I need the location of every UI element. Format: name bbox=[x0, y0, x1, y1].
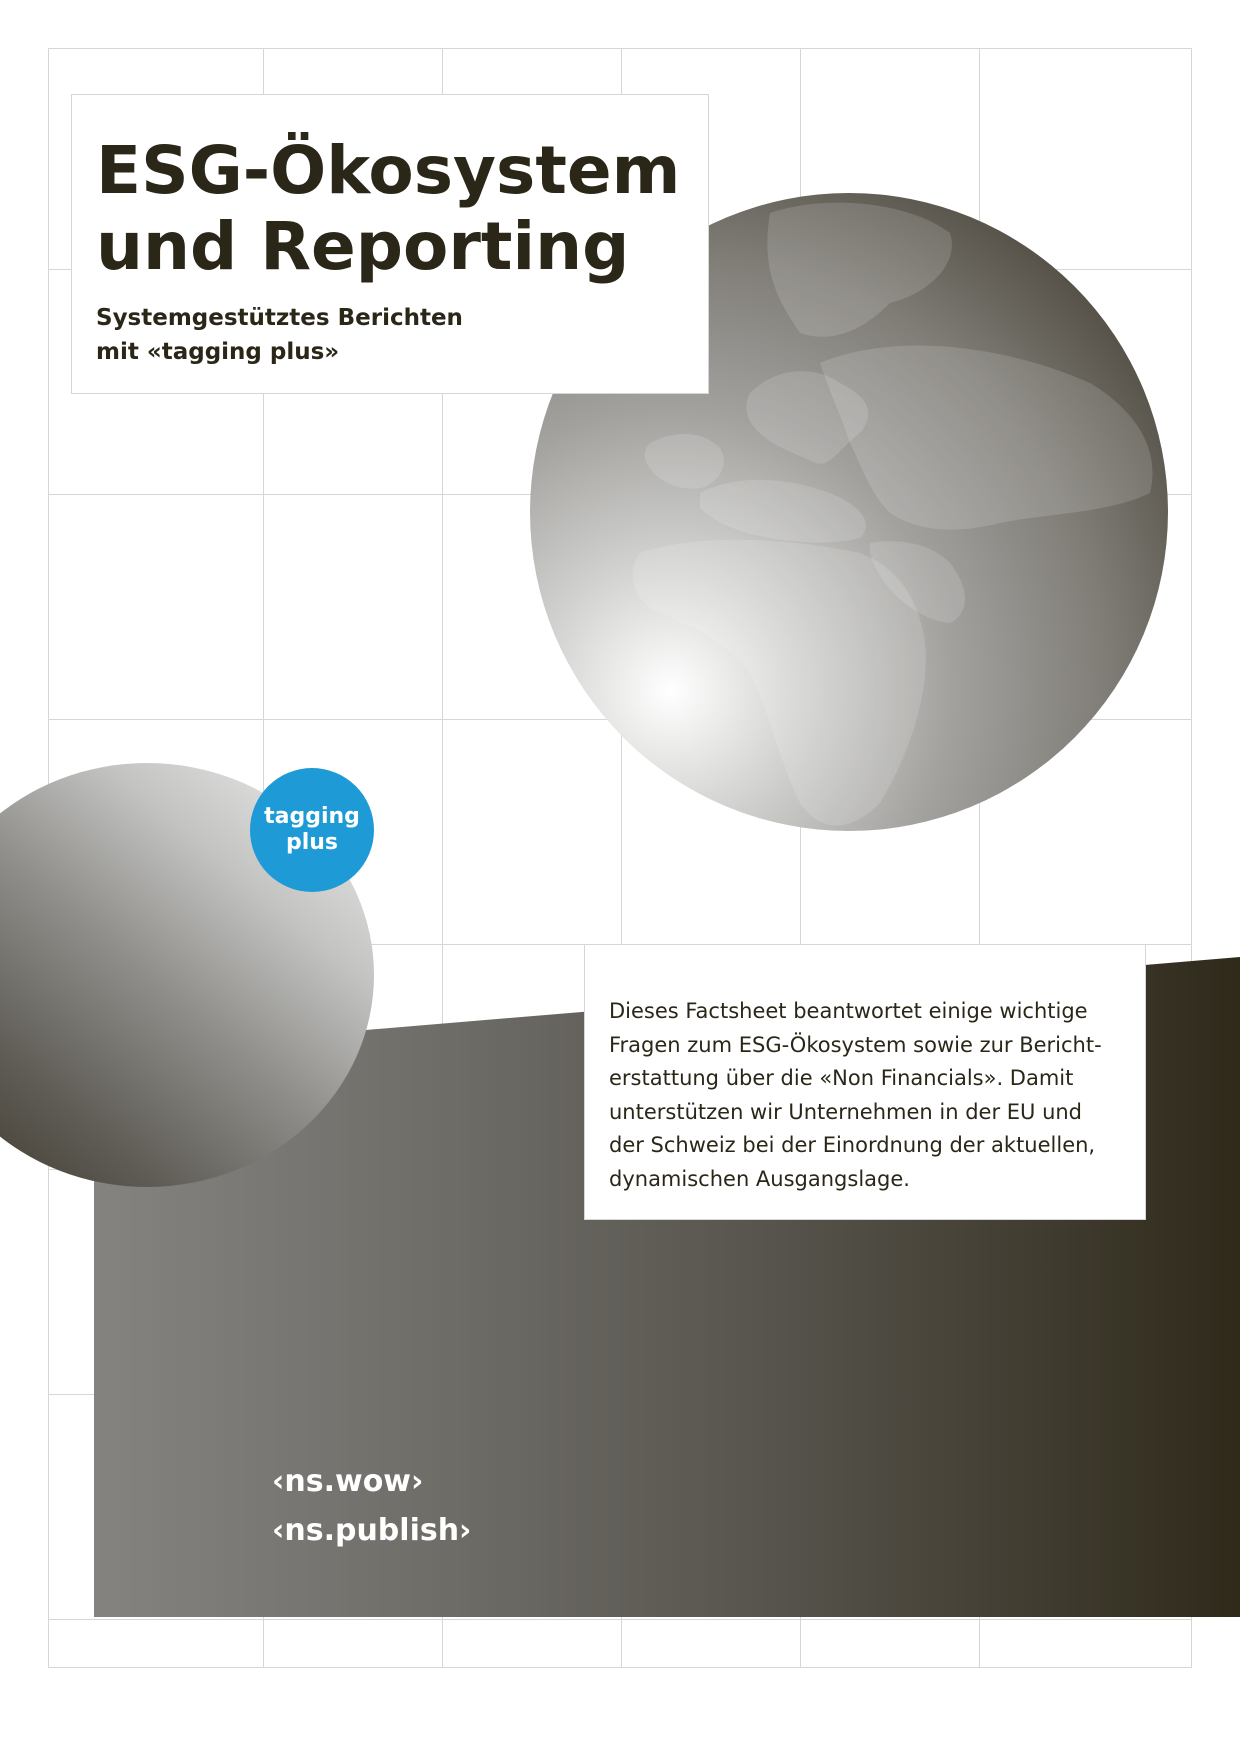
intro-text-line: unterstützen wir Unternehmen in der EU und bbox=[609, 1099, 1083, 1124]
intro-text-line: erstattung über die «Non Financials». Damit bbox=[609, 1066, 1074, 1090]
intro-text-line: dynamischen Ausgangslage. bbox=[609, 1166, 910, 1191]
badge-label-line: plus bbox=[285, 830, 339, 855]
asia-shape bbox=[820, 346, 1153, 530]
intro-text-line: Fragen zum ESG-Ökosystem sowie zur Bericht- bbox=[609, 1032, 1102, 1057]
page-title-line: ESG-Ökosystem bbox=[96, 132, 681, 209]
africa-shape bbox=[633, 540, 926, 826]
intro-text-line: der Schweiz bei der Einordnung der aktuellen, bbox=[609, 1133, 1096, 1157]
europe-shape bbox=[700, 480, 866, 543]
title-card bbox=[71, 94, 709, 394]
brand-ns-wow: ‹ns.wow› bbox=[272, 1464, 424, 1499]
grid-line bbox=[49, 1619, 1191, 1620]
brand-ns-publish: ‹ns.publish› bbox=[272, 1513, 472, 1548]
page-title-line: und Reporting bbox=[96, 208, 630, 285]
britain-shape bbox=[645, 434, 724, 489]
greenland-shape bbox=[767, 203, 952, 337]
subtitle bbox=[96, 301, 708, 369]
subtitle-line: mit «tagging plus» bbox=[96, 339, 340, 365]
badge-label-line: tagging bbox=[264, 804, 360, 829]
subtitle-line: Systemgestütztes Berichten bbox=[96, 305, 463, 331]
intro-text-card bbox=[584, 944, 1146, 1220]
tagging-plus-badge bbox=[250, 768, 374, 892]
intro-text-line: Dieses Factsheet beantwortet einige wichtige bbox=[609, 999, 1088, 1023]
